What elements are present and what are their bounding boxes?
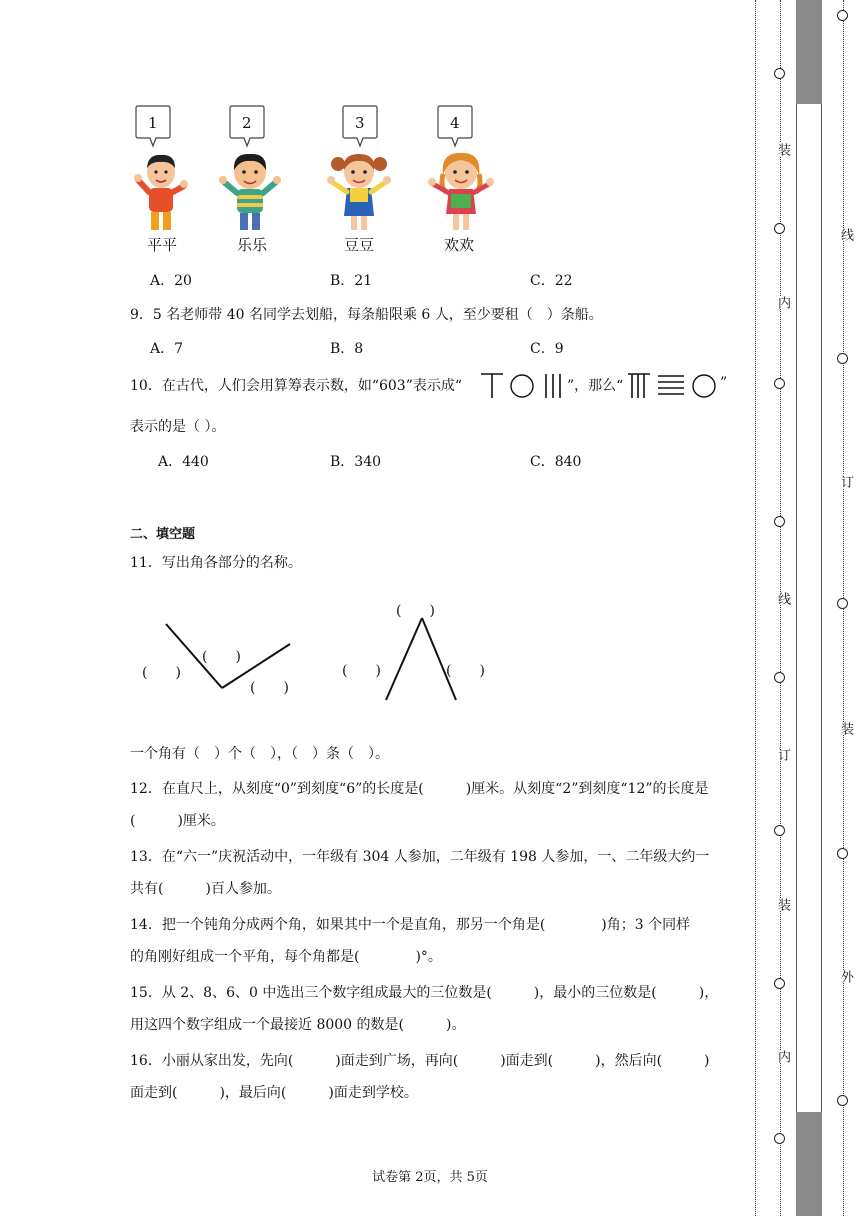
girl-doudou-icon: [324, 150, 394, 232]
q15-line2: 用这四个数字组成一个最接近 8000 的数是( )。: [130, 1017, 466, 1033]
boy-pingping-icon: [134, 150, 188, 232]
q11-question: 11．写出角各部分的名称。: [130, 555, 302, 571]
seal-circle: [837, 10, 848, 21]
seal-circle: [774, 672, 785, 683]
angle-figure-2: [380, 612, 460, 704]
q9-question: 9．5 名老师带 40 名同学去划船，每条船限乘 6 人，至少要租（ ）条船。: [130, 307, 603, 323]
seal-circle: [774, 978, 785, 989]
seal-char: 订: [775, 748, 790, 761]
seal-char: 装: [775, 898, 790, 911]
seal-circle: [774, 1133, 785, 1144]
inner-binding-line: [755, 0, 756, 1216]
q15-line1: 15．从 2、8、6、0 中选出三个数字组成最大的三位数是( )，最小的三位数是( )，: [130, 985, 719, 1001]
binding-box: [796, 104, 822, 1112]
section-title: 二、填空题: [130, 527, 196, 542]
bubble-number-2: 2: [242, 114, 252, 132]
q14-line1: 14．把一个钝角分成两个角，如果其中一个是直角，那另一个角是( )角；3 个同样: [130, 917, 691, 933]
q16-line2: 面走到( )，最后向( )面走到学校。: [130, 1085, 418, 1101]
seal-char: 内: [775, 296, 790, 309]
q9-option-c[interactable]: C．9: [530, 341, 564, 357]
angle2-blank-right[interactable]: ( ): [446, 663, 485, 679]
q10-question-part3: ”: [720, 375, 728, 391]
seal-char: 线: [775, 592, 790, 605]
inner-seal-line: [780, 0, 781, 1216]
q10-option-b[interactable]: B．340: [330, 454, 382, 470]
seal-circle: [774, 378, 785, 389]
kid-name-2: 乐乐: [237, 236, 268, 254]
q9-option-b[interactable]: B．8: [330, 341, 364, 357]
bubble-number-3: 3: [355, 114, 365, 132]
q9-option-a[interactable]: A．7: [150, 341, 184, 357]
q10-option-a[interactable]: A．440: [158, 454, 209, 470]
kid-name-4: 欢欢: [444, 236, 475, 254]
seal-circle: [774, 516, 785, 527]
q8-option-a[interactable]: A．20: [150, 273, 192, 289]
counting-rods-question-icon: [624, 368, 722, 402]
q12-line1: 12．在直尺上，从刻度“0”到刻度“6”的长度是( )厘米。从刻度“2”到刻度“12”的长度是: [130, 781, 709, 797]
q12-line2: ( )厘米。: [130, 813, 225, 829]
seal-circle: [837, 353, 848, 364]
seal-circle: [774, 825, 785, 836]
q8-option-b[interactable]: B．21: [330, 273, 373, 289]
seal-char: 外: [838, 970, 853, 983]
q13-line1: 13．在“六一”庆祝活动中，一年级有 304 人参加，二年级有 198 人参加，一、二年级大约一: [130, 849, 710, 865]
q10-question-line2: 表示的是（ ）。: [130, 419, 226, 435]
seal-circle: [837, 1095, 848, 1106]
seal-char: 内: [775, 1050, 790, 1063]
seal-circle: [837, 848, 848, 859]
q11-answer-line: 一个角有（ ）个（ ），（ ）条（ ）。: [130, 746, 389, 762]
binding-gray-bar-bottom: [796, 1112, 822, 1216]
seal-char: 线: [838, 228, 853, 241]
counting-rods-603-icon: [475, 368, 569, 402]
kid-name-3: 豆豆: [344, 236, 375, 254]
bubble-number-1: 1: [148, 114, 158, 132]
q10-question-part2: ”，那么“: [567, 378, 624, 394]
seal-char: 装: [838, 722, 853, 735]
angle1-blank-middle[interactable]: ( ): [202, 649, 241, 665]
girl-huanhuan-icon: [424, 150, 498, 232]
angle2-blank-top[interactable]: ( ): [396, 603, 435, 619]
q10-option-c[interactable]: C．840: [530, 454, 582, 470]
angle2-blank-left[interactable]: ( ): [342, 663, 381, 679]
q14-line2: 的角刚好组成一个平角，每个角都是( )°。: [130, 949, 442, 965]
q8-option-c[interactable]: C．22: [530, 273, 573, 289]
kid-name-1: 平平: [147, 236, 178, 254]
binding-gray-bar-top: [796, 0, 822, 104]
q16-line1: 16．小丽从家出发，先向( )面走到广场，再向( )面走到( )，然后向( ): [130, 1053, 710, 1069]
angle1-blank-right[interactable]: ( ): [250, 680, 289, 696]
seal-circle: [774, 68, 785, 79]
angle1-blank-left[interactable]: ( ): [142, 665, 181, 681]
seal-char: 订: [838, 475, 853, 488]
boy-lele-icon: [218, 150, 282, 232]
q13-line2: 共有( )百人参加。: [130, 881, 281, 897]
page-footer: 试卷第 2页，共 5页: [372, 1170, 488, 1185]
bubble-number-4: 4: [450, 114, 460, 132]
seal-char: 装: [775, 143, 790, 156]
q10-question-part1: 10．在古代，人们会用算筹表示数，如“603”表示成“: [130, 378, 463, 394]
seal-circle: [774, 223, 785, 234]
seal-circle: [837, 598, 848, 609]
